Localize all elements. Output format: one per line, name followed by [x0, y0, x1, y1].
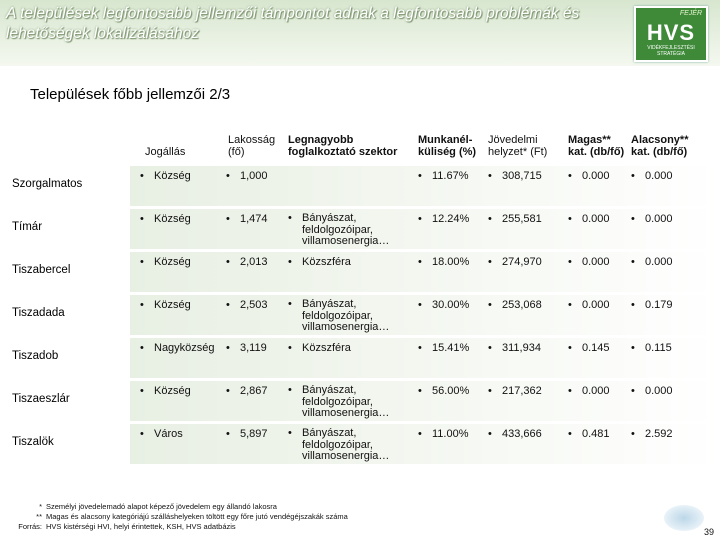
- cell-jovedelmi: [488, 429, 542, 441]
- row-label: Tímár: [12, 221, 43, 233]
- cell-magas: [568, 343, 610, 355]
- page-number: 39: [704, 527, 715, 537]
- col-header-line: Alacsony**: [631, 134, 689, 146]
- cell-value: 433,666: [502, 428, 542, 440]
- col-header-line: Legnagyobb: [288, 134, 354, 146]
- cell-value: Közszféra: [302, 342, 351, 354]
- footnote-text: Személyi jövedelemadó alapot képező jövedelem egy állandó lakosra: [46, 502, 277, 511]
- cell-value: Bányászat, feldolgozóipar, villamosenergia…: [302, 212, 390, 247]
- cell-value: 0.000: [645, 256, 673, 268]
- bullet: •: [226, 213, 230, 225]
- bullet: •: [140, 256, 144, 268]
- cell-value: 274,970: [502, 256, 542, 268]
- cell-value: 30.00%: [432, 299, 470, 311]
- bullet: •: [568, 256, 572, 268]
- cell-value: 11.00%: [432, 428, 469, 440]
- cell-value: 311,934: [502, 342, 541, 354]
- bullet: •: [140, 170, 144, 182]
- row-label: Tiszabercel: [12, 264, 71, 276]
- cell-value: Bányászat, feldolgozóipar, villamosenergia…: [302, 384, 390, 419]
- cell-munkanelk: [418, 171, 469, 183]
- cell-value: 12.24%: [432, 213, 470, 225]
- cell-value: 308,715: [502, 170, 542, 182]
- cell-munkanelk: [418, 214, 469, 226]
- cell-jogallas: [140, 257, 191, 269]
- bullet: •: [226, 170, 230, 182]
- cell-munkanelk: [418, 429, 469, 441]
- footnote-2: [4, 512, 348, 522]
- cell-jovedelmi: [488, 257, 542, 269]
- footnote-source: [4, 522, 348, 532]
- cell-jovedelmi: [488, 171, 542, 183]
- cell-value: Község: [154, 256, 191, 268]
- cell-value: 1,474: [240, 213, 268, 225]
- cell-lakossag: [226, 300, 268, 312]
- cell-lakossag: [226, 343, 267, 355]
- footer-logo: [664, 505, 704, 531]
- bullet: •: [568, 428, 572, 440]
- footnote-text: Magas és alacsony kategóriájú szálláshelyeken töltött egy főre jutó vendégéjszakák száma: [46, 512, 348, 521]
- bullet: •: [226, 428, 230, 440]
- bullet: •: [568, 170, 572, 182]
- cell-value: 1,000: [240, 170, 268, 182]
- cell-jogallas: [140, 171, 191, 183]
- bullet: •: [140, 428, 144, 440]
- cell-value: 217,362: [502, 385, 542, 397]
- cell-value: 18.00%: [432, 256, 470, 268]
- cell-value: 0.145: [582, 342, 610, 354]
- col-header-lakossag: [228, 134, 275, 158]
- cell-value: Község: [154, 385, 191, 397]
- cell-alacsony: [631, 386, 673, 398]
- header-banner: [0, 0, 720, 66]
- bullet: •: [226, 256, 230, 268]
- cell-value: Község: [154, 299, 191, 311]
- footnote-1: [4, 502, 348, 512]
- cell-jogallas: [140, 429, 183, 441]
- cell-jovedelmi: [488, 214, 542, 226]
- cell-magas: [568, 214, 610, 226]
- col-header-line: Lakosság: [228, 134, 276, 146]
- cell-value: 0.000: [645, 385, 673, 397]
- bullet: •: [488, 256, 492, 268]
- col-header-line: Magas**: [568, 134, 611, 146]
- cell-value: 0.481: [582, 428, 610, 440]
- col-header-line: Munkanél-: [418, 134, 473, 146]
- cell-value: 2,013: [240, 256, 268, 268]
- cell-value: 255,581: [502, 213, 542, 225]
- cell-szektor: [288, 428, 408, 463]
- cell-value: 0.000: [582, 299, 610, 311]
- cell-alacsony: [631, 171, 673, 183]
- bullet: •: [631, 299, 635, 311]
- cell-lakossag: [226, 429, 268, 441]
- col-header-line: helyzet* (Ft): [488, 146, 548, 158]
- bullet: •: [631, 170, 635, 182]
- col-header-jogallas: Jogállás: [145, 146, 186, 158]
- cell-jogallas: [140, 300, 191, 312]
- bullet: •: [140, 299, 144, 311]
- cell-magas: [568, 171, 610, 183]
- bullet: •: [568, 342, 572, 354]
- cell-value: Nagyközség: [154, 342, 215, 354]
- bullet: •: [631, 256, 635, 268]
- cell-value: 0.000: [582, 213, 610, 225]
- cell-value: 0.179: [645, 299, 673, 311]
- cell-value: 253,068: [502, 299, 542, 311]
- bullet: •: [488, 299, 492, 311]
- row-label: Szorgalmatos: [12, 178, 83, 190]
- logo-main-text: HVS: [646, 20, 696, 45]
- cell-value: 15.41%: [432, 342, 470, 354]
- cell-value: 0.000: [582, 385, 610, 397]
- cell-value: 5,897: [240, 428, 268, 440]
- cell-value: 0.000: [582, 170, 610, 182]
- cell-alacsony: [631, 429, 673, 441]
- bullet: •: [226, 299, 230, 311]
- cell-value: 0.000: [582, 256, 610, 268]
- cell-munkanelk: [418, 257, 469, 269]
- cell-value: Bányászat, feldolgozóipar, villamosenergia…: [302, 427, 390, 462]
- bullet: •: [568, 385, 572, 397]
- bullet: •: [631, 213, 635, 225]
- cell-jovedelmi: [488, 386, 542, 398]
- cell-magas: [568, 257, 610, 269]
- bullet: •: [140, 342, 144, 354]
- bullet: •: [418, 213, 422, 225]
- bullet: •: [488, 385, 492, 397]
- cell-value: 0.000: [645, 213, 673, 225]
- cell-jovedelmi: [488, 343, 541, 355]
- cell-jogallas: [140, 386, 191, 398]
- cell-alacsony: [631, 214, 673, 226]
- bullet: •: [418, 428, 422, 440]
- bullet: •: [631, 342, 635, 354]
- cell-szektor: [288, 257, 408, 269]
- cell-jovedelmi: [488, 300, 542, 312]
- col-header-line: Jövedelmi: [488, 134, 538, 146]
- bullet: •: [288, 256, 292, 268]
- cell-alacsony: [631, 300, 673, 312]
- bullet: •: [631, 385, 635, 397]
- cell-alacsony: [631, 257, 673, 269]
- col-header-magas: [568, 134, 624, 158]
- cell-value: Bányászat, feldolgozóipar, villamosenergia…: [302, 298, 390, 333]
- cell-value: Város: [154, 428, 183, 440]
- bullet: •: [226, 342, 230, 354]
- footnote-key: Forrás:: [18, 522, 42, 531]
- bullet: •: [226, 385, 230, 397]
- bullet: •: [418, 385, 422, 397]
- cell-value: 56.00%: [432, 385, 470, 397]
- col-header-line: (fő): [228, 146, 245, 158]
- cell-magas: [568, 429, 610, 441]
- cell-szektor: [288, 299, 408, 334]
- bullet: •: [418, 342, 422, 354]
- col-header-line: küliség (%): [418, 146, 477, 158]
- cell-value: 0.115: [645, 342, 672, 354]
- cell-szektor: [288, 343, 408, 355]
- cell-lakossag: [226, 257, 268, 269]
- cell-alacsony: [631, 343, 672, 355]
- bullet: •: [488, 213, 492, 225]
- cell-lakossag: [226, 171, 268, 183]
- row-label: Tiszaeszlár: [12, 393, 70, 405]
- cell-lakossag: [226, 214, 268, 226]
- bullet: •: [140, 213, 144, 225]
- row-label: Tiszadob: [12, 350, 59, 362]
- cell-value: Község: [154, 213, 191, 225]
- footnote-key: *: [39, 502, 42, 511]
- cell-jogallas: [140, 214, 191, 226]
- cell-value: 0.000: [645, 170, 673, 182]
- cell-value: 2,503: [240, 299, 268, 311]
- col-header-jovedelmi: [488, 134, 547, 158]
- footnotes: [4, 502, 348, 532]
- section-title: Települések főbb jellemzői 2/3: [30, 86, 231, 103]
- col-header-alacsony: [631, 134, 688, 158]
- footnote-key: **: [36, 512, 42, 521]
- col-header-line: foglalkoztató szektor: [288, 146, 398, 158]
- bullet: •: [488, 342, 492, 354]
- bullet: •: [418, 170, 422, 182]
- bullet: •: [568, 213, 572, 225]
- col-header-munkanelkuliseg: [418, 134, 476, 158]
- cell-value: 3,119: [240, 342, 267, 354]
- col-header-szektor: [288, 134, 397, 158]
- bullet: •: [488, 170, 492, 182]
- cell-munkanelk: [418, 386, 469, 398]
- hvs-logo: [634, 6, 708, 62]
- bullet: •: [568, 299, 572, 311]
- bullet: •: [288, 298, 292, 310]
- cell-jogallas: [140, 343, 215, 355]
- bullet: •: [288, 212, 292, 224]
- cell-munkanelk: [418, 300, 469, 312]
- row-label: Tiszadada: [12, 307, 65, 319]
- bullet: •: [631, 428, 635, 440]
- cell-value: 2,867: [240, 385, 268, 397]
- logo-top-text: FEJÉR: [679, 10, 702, 17]
- cell-value: Közszféra: [302, 256, 351, 268]
- bullet: •: [288, 427, 292, 439]
- bullet: •: [288, 342, 292, 354]
- cell-value: Község: [154, 170, 191, 182]
- cell-szektor: [288, 213, 408, 248]
- bullet: •: [418, 256, 422, 268]
- cell-munkanelk: [418, 343, 469, 355]
- row-label: Tiszalök: [12, 436, 54, 448]
- col-header-line: kat. (db/fő): [631, 146, 688, 158]
- logo-sub-text: VIDÉKFEJLESZTÉSI STRATÉGIA: [647, 45, 695, 57]
- col-header-line: kat. (db/fő): [568, 146, 625, 158]
- page-header-title: A települések legfontosabb jellemzői támpontot adnak a legfontosabb problémák és lehetőségek lokalizálásához: [6, 5, 580, 42]
- bullet: •: [418, 299, 422, 311]
- cell-magas: [568, 300, 610, 312]
- bullet: •: [288, 384, 292, 396]
- bullet: •: [140, 385, 144, 397]
- cell-lakossag: [226, 386, 268, 398]
- cell-magas: [568, 386, 610, 398]
- bullet: •: [488, 428, 492, 440]
- footnote-text: HVS kistérségi HVI, helyi érintettek, KSH, HVS adatbázis: [46, 522, 236, 531]
- cell-value: 2.592: [645, 428, 673, 440]
- cell-szektor: [288, 385, 408, 420]
- cell-value: 11.67%: [432, 170, 469, 182]
